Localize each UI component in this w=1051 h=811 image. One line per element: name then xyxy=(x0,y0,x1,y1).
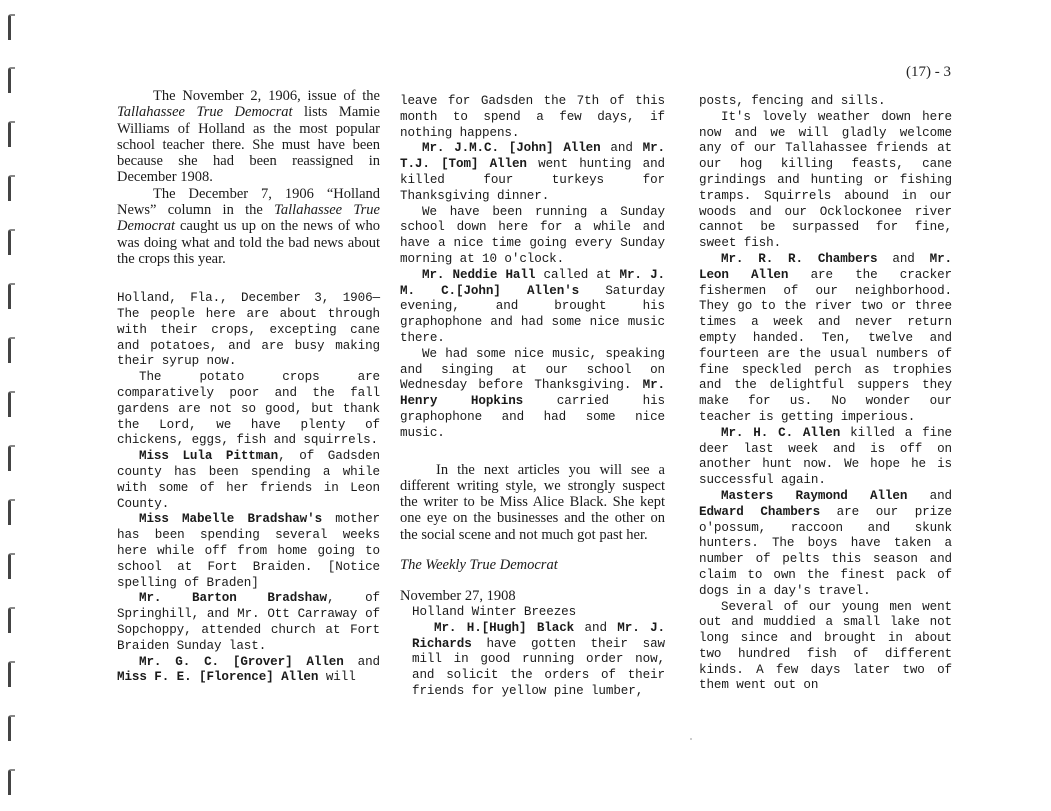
news-paragraph xyxy=(412,621,665,700)
news-column-text xyxy=(699,94,952,694)
news-text: and xyxy=(877,251,930,266)
news-text: carried his graphophone and had some nice music. xyxy=(400,394,665,440)
person-name: Mr. H.[Hugh] Black xyxy=(434,620,575,635)
news-text: are our prize o'possum, raccoon and skunk hunters. The boys have taken a number of pelts this season and claim to own the finest pack of dogs in a day's travel. xyxy=(699,504,952,598)
news-text: and xyxy=(600,141,643,156)
news-paragraph: posts, fencing and sills. xyxy=(699,94,886,108)
news-text: and xyxy=(907,488,952,503)
person-name: Miss F. E. [Florence] Allen xyxy=(117,670,319,685)
person-name: Miss Mabelle Bradshaw's xyxy=(139,512,323,527)
news-text: called at xyxy=(535,267,620,282)
binder-ring xyxy=(8,14,15,40)
person-name: Edward Chambers xyxy=(699,504,821,519)
article-date: November 27, 1908 xyxy=(400,588,516,605)
binder-ring xyxy=(8,607,15,633)
column-left xyxy=(117,88,380,686)
news-paragraph: The potato crops are comparatively poor and the fall gardens are not so good, but thank the Lord, we have plenty of chickens, eggs, fish and squirrels. xyxy=(117,370,380,448)
news-column-text xyxy=(400,94,665,442)
person-name: Mr. J. Richards xyxy=(412,620,665,651)
news-text: went hunting and killed four turkeys for Thanksgiving dinner. xyxy=(400,157,666,203)
news-text: and xyxy=(343,654,380,669)
person-name: Mr. J. M. C.[John] Allen's xyxy=(400,267,665,298)
person-name: Mr. Barton Bradshaw xyxy=(139,591,327,606)
intro-paragraphs xyxy=(117,88,380,267)
news-paragraph xyxy=(117,512,380,591)
person-name: Mr. H. C. Allen xyxy=(721,425,841,440)
intro1-b: lists Mamie Williams of Holland as the most popular school teacher there. She must have been because she had been reassigned in December 1908. xyxy=(117,104,380,186)
intro-paragraph-1 xyxy=(117,88,380,186)
news-column-text xyxy=(412,605,665,700)
news-paragraph xyxy=(699,489,952,600)
news-paragraph xyxy=(117,655,380,687)
news-paragraph: leave for Gadsden the 7th of this month to spend a few days, if nothing happens. xyxy=(400,94,665,140)
news-text: , of Springhill, and Mr. Ott Carraway of Sopchoppy, attended church at Fort Braiden Sunday last. xyxy=(117,591,380,653)
person-name: Mr. Henry Hopkins xyxy=(400,378,665,409)
news-text: We had some nice music, speaking and singing at our school on Wednesday before Thanksgiving. xyxy=(400,346,665,393)
column-title: Holland Winter Breezes xyxy=(412,605,577,620)
binder-ring xyxy=(8,337,15,363)
newspaper-title: Tallahassee True Democrat xyxy=(117,202,380,235)
binder-ring xyxy=(8,391,15,417)
news-paragraph xyxy=(400,347,665,442)
news-text: will xyxy=(318,670,356,685)
news-column-text xyxy=(117,291,380,686)
news-paragraph: Holland, Fla., December 3, 1906— The people here are about through with their crops, excepting cane and potatoes, and are busy making their syrup now. xyxy=(117,291,380,369)
binder-ring xyxy=(8,67,15,93)
news-paragraph xyxy=(400,268,665,347)
editorial-note xyxy=(400,462,665,543)
intro1-a: The November 2, 1906, issue of the xyxy=(153,88,380,104)
intro2-a: The December 7, 1906 “Holland News” column in the xyxy=(117,185,380,219)
binder-ring xyxy=(8,283,15,309)
editorial-text: In the next articles you will see a different writing style, we strongly suspect the writer to be Miss Alice Black. She kept one eye on the businesses and the other on the social scene and not much got past her. xyxy=(400,461,665,543)
scan-speck xyxy=(690,738,692,740)
news-paragraph xyxy=(699,426,952,489)
news-text: and xyxy=(574,620,618,635)
news-paragraph xyxy=(117,591,380,654)
news-paragraph: We have been running a Sunday school down here for a while and have a nice time going every Sunday morning at 10 o'clock. xyxy=(400,204,665,266)
intro-paragraph-2 xyxy=(117,186,380,267)
person-name: Mr. G. C. [Grover] Allen xyxy=(139,654,344,669)
newspaper-title: Tallahassee True Democrat xyxy=(117,104,293,121)
column-right xyxy=(699,94,952,694)
intro2-b: caught us up on the news of who was doing what and told the bad news about the crops this year. xyxy=(117,218,380,267)
person-name: Miss Lula Pittman xyxy=(139,449,279,464)
news-text: Saturday evening, and brought his graphophone and had some nice music there. xyxy=(400,283,665,345)
person-name: Mr. R. R. Chambers xyxy=(721,251,878,266)
column-middle xyxy=(400,94,665,700)
person-name: Mr. Leon Allen xyxy=(699,251,952,282)
news-text: mother has been spending several weeks here while off from home going to school at Fort Braiden. [Notice spelling of Braden] xyxy=(117,512,381,590)
page-number: (17) - 3 xyxy=(906,64,951,80)
news-paragraph xyxy=(400,141,665,204)
binder-ring xyxy=(8,445,15,471)
news-text: have gotten their saw mill in good running order now, and solicit the orders of their friends for yellow pine lumber, xyxy=(412,636,665,698)
person-name: Mr. Neddie Hall xyxy=(422,267,536,282)
binder-ring xyxy=(8,715,15,741)
news-paragraph xyxy=(699,252,952,426)
binder-ring xyxy=(8,499,15,525)
person-name: Masters Raymond Allen xyxy=(721,488,908,503)
binder-ring xyxy=(8,769,15,795)
news-paragraph: It's lovely weather down here now and we will gladly welcome any of our Tallahassee friends at our hog killing feasts, cane grindings and hunting or fishing tramps. Squirrels abound in our woods and our Ocklockonee river cannot be surpassed for fine, sweet fish. xyxy=(699,109,952,251)
news-text: are the cracker fishermen of our neighborhood. They go to the river two or three times a week and never return empty handed. Ten, twelve and fourteen are the usual numbers of fine speckled perch as trophies and the delightful suppers they make for us. No wonder our teacher is getting imperious. xyxy=(699,267,952,424)
binder-ring xyxy=(8,553,15,579)
binder-ring xyxy=(8,661,15,687)
source-heading: The Weekly True Democrat xyxy=(400,557,558,574)
news-text: killed a fine deer last week and is off on another hunt now. We hope he is successful again. xyxy=(699,425,952,488)
news-paragraph: Several of our young men went out and muddied a small lake not long since and brought in about two hundred fish of different kinds. A few days later two of them went out on xyxy=(699,599,952,693)
news-paragraph xyxy=(117,449,380,512)
person-name: Mr. T.J. [Tom] Allen xyxy=(400,141,665,172)
binder-ring xyxy=(8,175,15,201)
binder-ring xyxy=(8,121,15,147)
binder-ring xyxy=(8,229,15,255)
news-text: , of Gadsden county has been spending a while with some of her friends in Leon County. xyxy=(117,449,380,511)
person-name: Mr. J.M.C. [John] Allen xyxy=(422,141,601,156)
